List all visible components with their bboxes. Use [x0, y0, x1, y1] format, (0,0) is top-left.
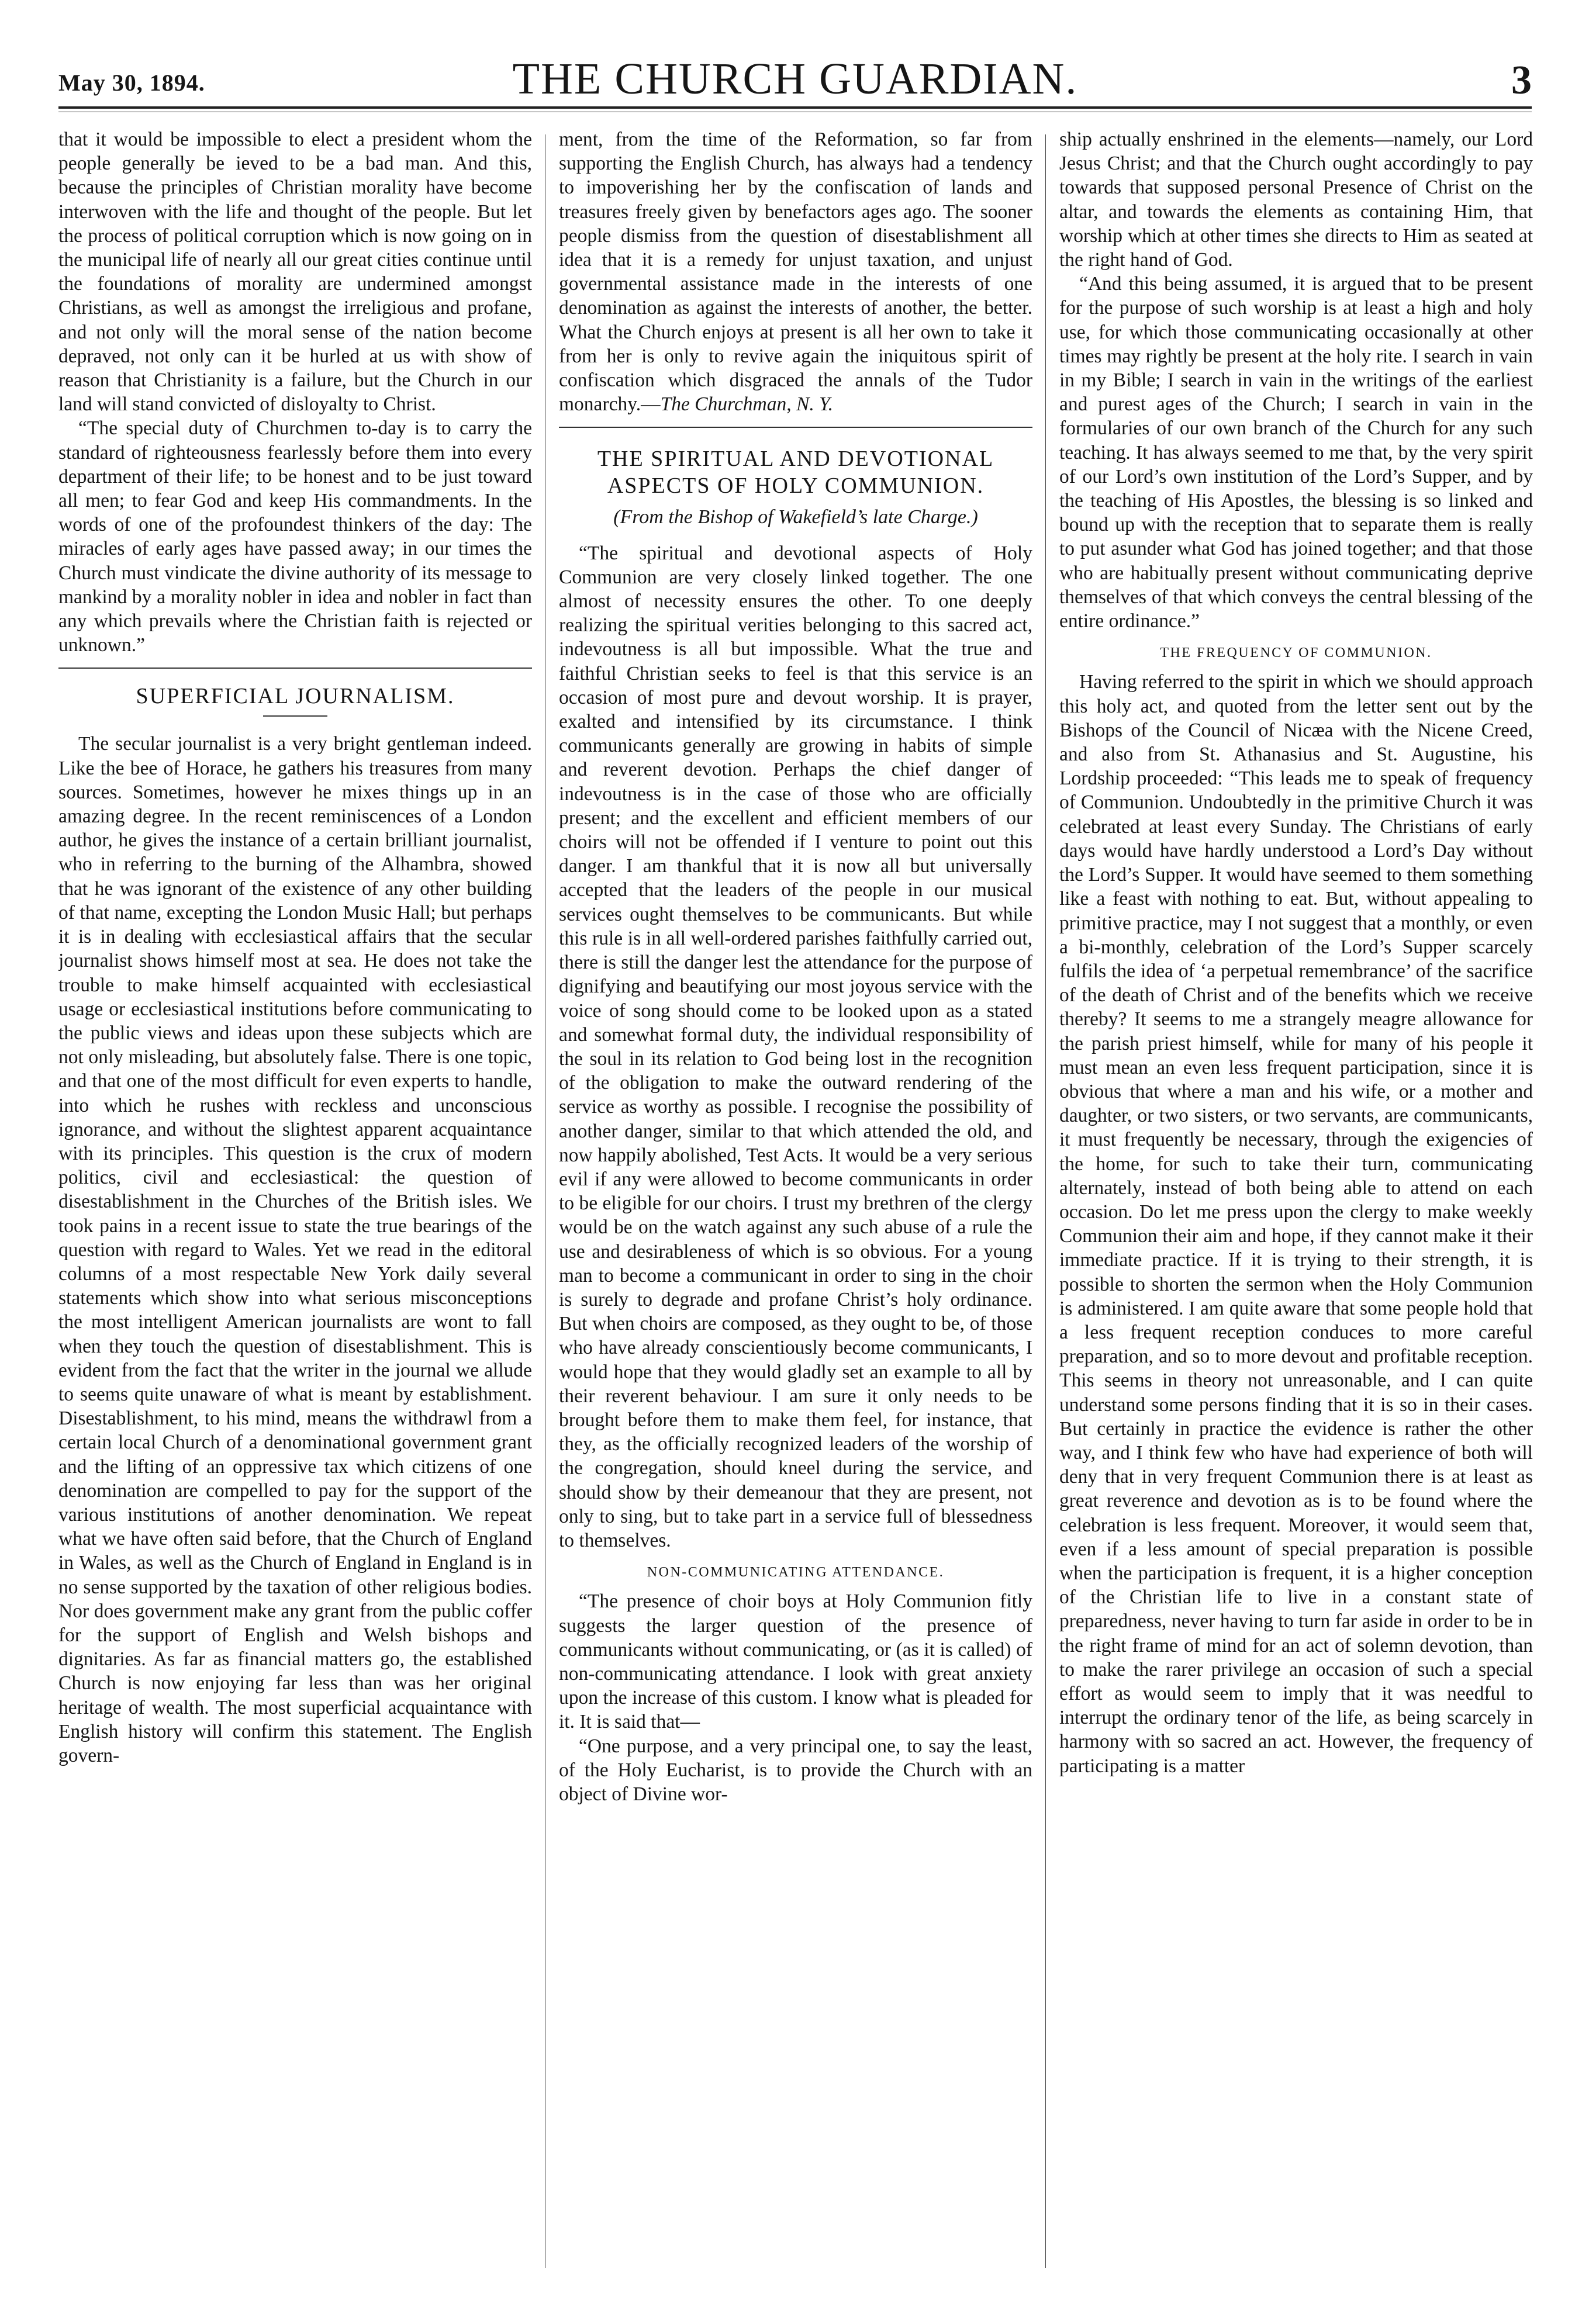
- heading-divider: [263, 715, 327, 717]
- paragraph: “The special duty of Churchmen to-day is to carry the standard of righteousness fearlessly before them into every department of their life; to be honest and to be just toward all men; to fear God and keep His commandments. In the words of one of the profoundest thinkers of the day: The miracles of early ages have passed away; in our times the Church must vindicate the divine authority of its message to mankind by a morality nobler in idea and nobler in fact than any which prevails where the Christian faith is rejected or unknown.”: [58, 417, 532, 656]
- paragraph: [559, 127, 1032, 416]
- section-subhead: NON-COMMUNICATING ATTENDANCE.: [647, 1565, 945, 1581]
- page-number: 3: [1511, 58, 1532, 103]
- column-1: [58, 127, 532, 2290]
- paragraph: that it would be impossible to elect a president whom the people generally be ieved to be a bad man. And this, because the principles of Christian morality have become interwoven with the life and thought of the people. But let the process of political corruption which is now going on in the municipal life of nearly all our great cities continue until the foundations of morality are undermined amongst Christians, as well as amongst the irreligious and profane, and not only will the moral sense of the nation become depraved, not only can it be hurled at us with show of reason that Christianity is a failure, but the Church in our land will stand convicted of disloyalty to Christ.: [58, 129, 532, 416]
- article-separator: [58, 668, 532, 669]
- masthead-rule: [58, 106, 1532, 112]
- column-divider: [1045, 134, 1046, 2268]
- section-subhead: THE FREQUENCY OF COMMUNION.: [1160, 645, 1432, 661]
- paragraph: “The spiritual and devotional aspects of Holy Communion are very closely linked together. The one almost of necessity ensures the other. To one deeply realizing the spiritual verities belonging to this sacred act, indevoutness is all but impossible. What the true and faithful Christian seeks to feel is that this service is an occasion of most pure and devout worship. It is prayer, exalted and intensified by its circumstance. I think communicants generally are growing in habits of simple and reverent devotion. Perhaps the chief danger of indevoutness is in the case of those who are officially present; and the excellent and efficient members of our choirs will not be offended if I venture to point out this danger. I am thankful that it is now all but universally accepted that the leaders of the people in our musical services ought themselves to be communicants. But while this rule is in all well-ordered parishes faithfully carried out, there is still the danger lest the attendance for the purpose of dignifying and beautifying our most joyous service with the voice of song should come to be looked upon as a stated and somewhat formal duty, the individual responsibility of the soul in its relation to God being lost in the recognition of the obligation to make the outward rendering of the service as worthy as possible. I recognise the possibility of another danger, similar to that which attended the old, and now happily abolished, Test Acts. It would be a very serious evil if any were allowed to become communicants in order to be eligible for our choirs. I trust my brethren of the clergy would be on the watch against any such abuse of a rule the use and desirableness of which is so obvious. For a young man to become a communicant in order to sing in the choir is surely to degrade and profane Christ’s holy ordinance. But when choirs are composed, as they ought to be, of those who have already conscientiously become communicants, I would hope that they would gladly set an example to all by their reverent behaviour. I am sure it only needs to be brought before them to make them feel, for instance, that they, as the officially recognized leaders of the worship of the congregation, should kneel during the service, and should show by their demeanour that they are present, not only to sing, but to take part in a service full of blessedness to themselves.: [559, 542, 1032, 1551]
- paragraph: Having referred to the spirit in which we should approach this holy act, and quoted from the letter sent out by the Bishops of the Council of Nicæa with the Nicene Creed, and also from St. Athanasius and St. Augustine, his Lordship proceeded: “This leads me to speak of frequency of Communion. Undoubtedly in the primitive Church it was celebrated at least every Sunday. The Christians of early days would have hardly understood a Lord’s Day without the Lord’s Supper. It would have seemed to them something like a feast with nothing to eat. But, without appealing to primitive practice, may I not suggest that a monthly, or even a bi-monthly, celebration of the Lord’s Supper scarcely fulfils the idea of ‘a perpetual remembrance’ of the sacrifice of the death of Christ and of the benefits which we receive thereby? It seems to me a strangely meagre allowance for the parish priest himself, while for many of his people it must mean an even less frequent participation, since it is obvious that where a man and his wife, or a mother and daughter, or two sisters, or two servants, are communicants, it must frequently be necessary, through the exigencies of the home, for such to take their turn, communicating alternately, instead of both being able to attend on each occasion. Do let me press upon the clergy to make weekly Communion their aim and hope, if they cannot make it their immediate practice. If it is trying to their strength, it is possible to shorten the sermon when the Holy Communion is administered. I am quite aware that some people hold that a less frequent reception conduces to more careful preparation, and so to more devout and profitable reception. This seems in theory not unreasonable, and I can quite understand some persons finding that it is so in their cases. But certainly in practice the evidence is rather the other way, and I think few who have had experience of both will deny that in very frequent Communion there is at least as great reverence and devotion as is to be found where the celebration is less frequent. Moreover, it would seem that, even if a less amount of special preparation is possible when the participation is frequent, it is a higher conception of the Christian life to live in a constant state of preparedness, never having to turn far aside in order to be in the right frame of mind for an act of solemn devotion, than to make the rarer privilege an occasion of such a special effort as would seem to imply that it was needful to interrupt the ordinary tenor of the life, as being scarcely in harmony with so sacred an act. However, the frequency of participating is a matter: [1059, 671, 1533, 1777]
- issue-date: May 30, 1894.: [58, 70, 205, 96]
- paragraph: “One purpose, and a very principal one, to say the least, of the Holy Eucharist, is to provide the Church with an object of Divine wor-: [559, 1735, 1032, 1805]
- paragraph: “The presence of choir boys at Holy Communion fitly suggests the larger question of the presence of communicants without communicating, or (as it is called) of non-communicating attendance. I look with great anxiety upon the increase of this custom. I know what is pleaded for it. It is said that—: [559, 1590, 1032, 1733]
- paragraph: “And this being assumed, it is argued that to be present for the purpose of such worship is at least a high and holy use, for which those communicating occasionally at other times may rightly be present at the holy rite. I search in vain in my Bible; I search in vain in the writings of the earliest and purest ages of the Church; I search in vain in the formularies of our own branch of the Church for any such teaching. It has always seemed to me that, by the very spirit of our Lord’s own institution of the Lord’s Supper, and by the teaching of His Apostles, the blessing is so linked and bound up with the reception that to separate them is really to put asunder what God has joined together; and that those who are habitually present without communicating deprive themselves of that which conveys the central blessing of the entire ordinance.”: [1059, 273, 1533, 632]
- paragraph: The secular journalist is a very bright gentleman indeed. Like the bee of Horace, he gathers his treasures from many sources. Sometimes, however he mixes things up in an amazing degree. In the recent reminiscences of a London author, he gives the instance of a certain brilliant journalist, who in referring to the burning of the Alhambra, showed that he was ignorant of the existence of any other building of that name, excepting the London Music Hall; but perhaps it is in dealing with ecclesiastical affairs that the secular journalist shows himself most at sea. He does not take the trouble to make himself acquainted with ecclesiastical usage or ecclesiastical institutions before communicating to the public views and ideas upon these subjects which are not only misleading, but absolutely false. There is one topic, and that one of the most difficult for even experts to handle, into which he rushes with reckless and unconscious ignorance, and without the slightest apparent acquaintance with its principles. This question is the crux of modern politics, civil and ecclesiastical: the question of disestablishment in the Churches of the British isles. We took pains in a recent issue to state the true bearings of the question with regard to Wales. Yet we read in the editoral columns of a most respectable New York daily several statements which show into what serious misconceptions the most intelligent American journalists are wont to fall when they touch the question of disestablishment. This is evident from the fact that the writer in the journal we allude to seems quite unaware of what is meant by establishment. Disestablishment, to his mind, means the withdrawl from a certain local Church of a denominational government grant and the lifting of an oppressive tax which citizens of one denomination are compelled to pay for the support of the various institutions of another denomination. We repeat what we have often said before, that the Church of England in Wales, as well as the Church of England in England is in no sense supported by the taxation of other religious bodies. Nor does government make any grant from the public coffer for the support of English and Welsh bishops and dignitaries. As far as financial matters go, the established Church is now enjoying far less than was her original heritage of wealth. The most superficial acquaintance with English history will confirm this statement. The English govern-: [58, 733, 532, 1766]
- article-heading-superficial-journalism: SUPERFICIAL JOURNALISM.: [136, 684, 455, 709]
- masthead: [58, 35, 1532, 105]
- source-attribution: The Churchman, N. Y.: [660, 393, 834, 416]
- article-subtitle: (From the Bishop of Wakefield’s late Charge.): [613, 506, 978, 528]
- paragraph-text: ment, from the time of the Reformation, so far from supporting the English Church, has always had a tendency to impoverishing her by the confiscation of lands and treasures freely given by benefactors ages ago. The sooner people dismiss from the question of disestablishment all idea that it is a remedy for unjust taxation, and unjust governmental assistance made in the interests of one denomination as against the interests of another, the better. What the Church enjoys at present is all her own to take it from her is only to revive again the iniquitous spirit of confiscation which disgraced the annals of the Tudor monarchy.—: [559, 129, 1032, 416]
- column-2: [559, 127, 1032, 2290]
- article-separator: [559, 427, 1032, 428]
- column-3: [1059, 127, 1533, 2290]
- newspaper-title: THE CHURCH GUARDIAN.: [512, 54, 1078, 103]
- paragraph: ship actually enshrined in the elements—namely, our Lord Jesus Christ; and that the Church ought accordingly to pay towards that supposed personal Presence of Christ on the altar, and towards the elements as containing Him, that worship which at other times she directs to Him as seated at the right hand of God.: [1059, 129, 1533, 271]
- article-heading-holy-communion: THE SPIRITUAL AND DEVOTIONAL ASPECTS OF HOLY COMMUNION.: [597, 447, 994, 499]
